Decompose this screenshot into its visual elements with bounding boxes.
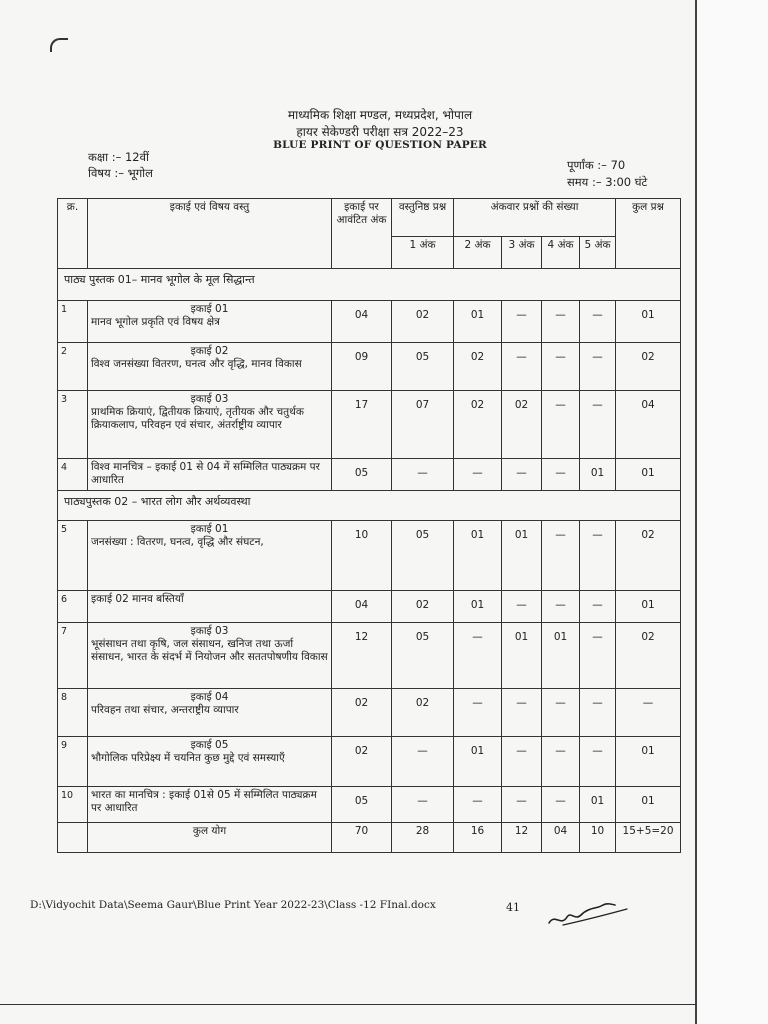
totals-row xyxy=(58,823,681,853)
cell-m5: 01 xyxy=(580,459,616,491)
cell-m2: 02 xyxy=(454,391,502,459)
cell-obj: 05 xyxy=(392,343,454,391)
cell-m5: — xyxy=(580,301,616,343)
table-row xyxy=(58,623,681,689)
cell-m4: — xyxy=(542,689,580,737)
cell-total: 02 xyxy=(616,521,681,591)
book1-title: पाठ्य पुस्तक 01– मानव भूगोल के मूल सिद्धान्त xyxy=(58,269,681,301)
cell-m3: — xyxy=(502,459,542,491)
cell-m5: — xyxy=(580,591,616,623)
totals-m4: 04 xyxy=(542,823,580,853)
cell-allotted: 04 xyxy=(332,301,392,343)
unit-description: भूसंसाधन तथा कृषि, जल संसाधन, खनिज तथा ऊर्जा संसाधन, भारत के संदर्भ में नियोजन और सततपोषणीय विकास xyxy=(91,638,328,663)
cell-allotted: 12 xyxy=(332,623,392,689)
cell-m3: — xyxy=(502,343,542,391)
cell-m2: 01 xyxy=(454,737,502,787)
cell-total: 01 xyxy=(616,591,681,623)
book2-title: पाठ्यपुस्तक 02 – भारत लोग और अर्थव्यवस्था xyxy=(58,491,681,521)
cell-obj: 02 xyxy=(392,591,454,623)
table-row xyxy=(58,521,681,591)
unit-title: इकाई 03 xyxy=(190,393,229,405)
exam-time: समय :– 3:00 घंटे xyxy=(567,175,648,189)
unit-title: इकाई 03 xyxy=(190,625,229,637)
page-number: 41 xyxy=(506,901,520,914)
cell-total: 02 xyxy=(616,623,681,689)
right-margin xyxy=(697,0,768,1024)
cell-m3: — xyxy=(502,689,542,737)
cell-m5: 01 xyxy=(580,787,616,823)
table-row xyxy=(58,787,681,823)
cell-m5: — xyxy=(580,343,616,391)
cell-allotted: 05 xyxy=(332,787,392,823)
book2-row xyxy=(58,491,681,521)
cell-total: 01 xyxy=(616,737,681,787)
cell-allotted: 02 xyxy=(332,737,392,787)
row-sn: 9 xyxy=(58,737,88,787)
row-sn: 4 xyxy=(58,459,88,491)
row-unit xyxy=(88,343,332,391)
unit-title: इकाई 01 xyxy=(190,523,229,535)
unit-title: इकाई 02 xyxy=(190,345,229,357)
allotted-header: इकाई पर आवंटित अंक xyxy=(332,199,392,269)
signature xyxy=(545,895,630,935)
header-row-1 xyxy=(58,199,681,237)
unit-description: मानव भूगोल प्रकृति एवं विषय क्षेत्र xyxy=(91,316,220,328)
totals-label: कुल योग xyxy=(88,823,332,853)
row-unit xyxy=(88,301,332,343)
unit-description: जनसंख्या : वितरण, घनत्व, वृद्धि और संघटन, xyxy=(91,536,264,548)
cell-m3: — xyxy=(502,591,542,623)
unit-description: परिवहन तथा संचार, अन्तराष्ट्रीय व्यापार xyxy=(91,704,239,716)
cell-m4: — xyxy=(542,737,580,787)
cell-obj: — xyxy=(392,787,454,823)
row-unit xyxy=(88,521,332,591)
totals-sn xyxy=(58,823,88,853)
cell-allotted: 02 xyxy=(332,689,392,737)
page-edge xyxy=(695,0,697,1024)
unit-description: प्राथमिक क्रियाएं, द्वितीयक क्रियाएं, तृतीयक और चतुर्थक क्रियाकलाप, परिवहन एवं संचार, अंतर्राष्ट्रीय व्यापार xyxy=(91,406,304,431)
objective-header: वस्तुनिष्ठ प्रश्न xyxy=(392,199,454,237)
board-name: माध्यमिक शिक्षा मण्डल, मध्यप्रदेश, भोपाल xyxy=(287,108,473,122)
cell-obj: 07 xyxy=(392,391,454,459)
totals-m3: 12 xyxy=(502,823,542,853)
row-unit xyxy=(88,459,332,491)
cell-allotted: 09 xyxy=(332,343,392,391)
cell-m2: 02 xyxy=(454,343,502,391)
unit-title: इकाई 01 xyxy=(190,303,229,315)
cell-m4: — xyxy=(542,459,580,491)
row-sn: 5 xyxy=(58,521,88,591)
row-unit xyxy=(88,591,332,623)
unit-description: भौगोलिक परिप्रेक्ष्य में चयनित कुछ मुद्दे एवं समस्याएँ xyxy=(91,752,285,764)
table-row xyxy=(58,689,681,737)
cell-m5: — xyxy=(580,623,616,689)
unit-title: इकाई 05 xyxy=(190,739,229,751)
cell-allotted: 04 xyxy=(332,591,392,623)
cell-m4: — xyxy=(542,301,580,343)
cell-m2: — xyxy=(454,459,502,491)
cell-total: — xyxy=(616,689,681,737)
sn-header: क्र. xyxy=(58,199,88,269)
cell-m4: — xyxy=(542,787,580,823)
unit-title: इकाई 04 xyxy=(190,691,229,703)
cell-allotted: 05 xyxy=(332,459,392,491)
row-unit xyxy=(88,689,332,737)
cell-obj: 02 xyxy=(392,689,454,737)
table-row xyxy=(58,591,681,623)
cell-m5: — xyxy=(580,521,616,591)
corner-mark xyxy=(50,38,68,52)
row-unit xyxy=(88,787,332,823)
cell-obj: — xyxy=(392,459,454,491)
cell-m4: — xyxy=(542,521,580,591)
max-marks: पूर्णांक :– 70 xyxy=(567,158,626,172)
unit-description: विश्व जनसंख्या वितरण, घनत्व और वृद्धि, मानव विकास xyxy=(91,358,302,370)
cell-m2: — xyxy=(454,623,502,689)
totals-m5: 10 xyxy=(580,823,616,853)
subject-label: विषय :– भूगोल xyxy=(88,166,153,180)
row-sn: 2 xyxy=(58,343,88,391)
cell-m2: 01 xyxy=(454,301,502,343)
table-row xyxy=(58,459,681,491)
cell-m4: — xyxy=(542,591,580,623)
cell-obj: — xyxy=(392,737,454,787)
cell-m4: — xyxy=(542,343,580,391)
row-sn: 3 xyxy=(58,391,88,459)
row-sn: 10 xyxy=(58,787,88,823)
cell-obj: 05 xyxy=(392,623,454,689)
cell-m5: — xyxy=(580,689,616,737)
totals-total: 15+5=20 xyxy=(616,823,681,853)
cell-m3: — xyxy=(502,787,542,823)
cell-m3: 02 xyxy=(502,391,542,459)
unit-description: विश्व मानचित्र – इकाई 01 से 04 में सम्मिलित पाठ्यक्रम पर आधारित xyxy=(91,461,320,486)
cell-m3: 01 xyxy=(502,521,542,591)
cell-m5: — xyxy=(580,391,616,459)
cell-total: 02 xyxy=(616,343,681,391)
row-sn: 8 xyxy=(58,689,88,737)
m3-header: 3 अंक xyxy=(502,237,542,269)
totals-obj: 28 xyxy=(392,823,454,853)
table-row xyxy=(58,301,681,343)
cell-obj: 05 xyxy=(392,521,454,591)
row-sn: 1 xyxy=(58,301,88,343)
unit-description: इकाई 02 मानव बस्तियाँ xyxy=(91,593,184,605)
cell-allotted: 10 xyxy=(332,521,392,591)
cell-obj: 02 xyxy=(392,301,454,343)
class-label: कक्षा :– 12वीं xyxy=(88,150,149,164)
cell-m2: 01 xyxy=(454,591,502,623)
row-unit xyxy=(88,737,332,787)
m4-header: 4 अंक xyxy=(542,237,580,269)
totals-allotted: 70 xyxy=(332,823,392,853)
obj-marks-header: 1 अंक xyxy=(392,237,454,269)
unit-description: भारत का मानचित्र : इकाई 01से 05 में सम्मिलित पाठ्यक्रम पर आधारित xyxy=(91,789,317,814)
totals-m2: 16 xyxy=(454,823,502,853)
row-unit xyxy=(88,623,332,689)
table-row xyxy=(58,737,681,787)
cell-m3: — xyxy=(502,301,542,343)
m2-header: 2 अंक xyxy=(454,237,502,269)
cell-m2: 01 xyxy=(454,521,502,591)
cell-m2: — xyxy=(454,689,502,737)
cell-total: 01 xyxy=(616,787,681,823)
cell-m2: — xyxy=(454,787,502,823)
cell-m4: — xyxy=(542,391,580,459)
m5-header: 5 अंक xyxy=(580,237,616,269)
exam-session: हायर सेकेण्डरी परीक्षा सत्र 2022–23 xyxy=(296,125,464,139)
table-row xyxy=(58,391,681,459)
cell-total: 04 xyxy=(616,391,681,459)
row-sn: 6 xyxy=(58,591,88,623)
bottom-rule xyxy=(0,1004,696,1005)
cell-m3: 01 xyxy=(502,623,542,689)
cell-allotted: 17 xyxy=(332,391,392,459)
cell-m3: — xyxy=(502,737,542,787)
file-path: D:\Vidyochit Data\Seema Gaur\Blue Print Year 2022-23\Class -12 FInal.docx xyxy=(30,899,436,911)
total-header: कुल प्रश्न xyxy=(616,199,681,269)
cell-total: 01 xyxy=(616,459,681,491)
table-row xyxy=(58,343,681,391)
unit-header: इकाई एवं विषय वस्तु xyxy=(88,199,332,269)
row-unit xyxy=(88,391,332,459)
row-sn: 7 xyxy=(58,623,88,689)
blueprint-table xyxy=(57,198,681,853)
book1-row xyxy=(58,269,681,301)
cell-m4: 01 xyxy=(542,623,580,689)
cell-total: 01 xyxy=(616,301,681,343)
document-title: BLUE PRINT OF QUESTION PAPER xyxy=(273,139,487,151)
markwise-header: अंकवार प्रश्नों की संख्या xyxy=(454,199,616,237)
cell-m5: — xyxy=(580,737,616,787)
